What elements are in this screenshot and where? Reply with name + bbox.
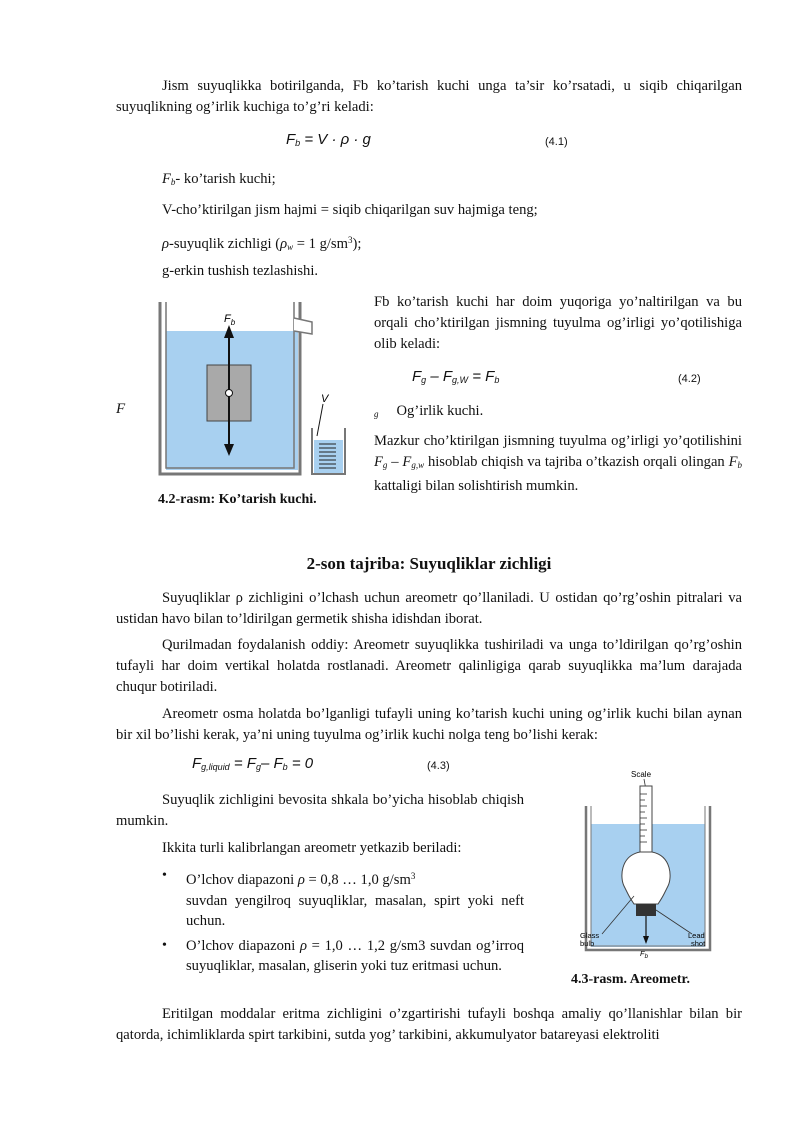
definition-fg: $_g$ Og’irlik kuchi. [374,403,484,419]
buoyancy-figure [152,298,352,480]
equation-4-2: $F_g - F_{g,W} = F_b$ [412,368,500,385]
label-fb: $F_b$ [224,313,236,327]
overflow-spout [294,318,312,334]
section-heading: 2-son tajriba: Suyuqliklar zichligi [306,554,552,573]
areometer-stem [640,786,652,854]
intro-paragraph: Jism suyuqlikka botirilganda, Fb ko’tarish kuchi unga ta’sir ko’rsatadi, u siqib chiqarilgan suyuqlikning og’irlik kuchiga to’g’ri keladi: [116,78,742,115]
section-paragraph-1: Suyuqliklar ρ zichligini o’lchash uchun areometr qo’llaniladi. U ostidan qo’rg’oshin pitralari va ustidan havo bilan to’ldirilgan germetik shisha idishdan iborat. [116,590,742,627]
equation-number-4-1: (4.1) [545,136,568,148]
section-paragraph-6: Eritilgan moddalar eritma zichligini o’zgartirishi tufayli boshqa amaliy qo’llanishlar bilan bir qatorda, ichimliklarda spirt tarkibini, sutda yog’ tarkibini, akkumulyator batareyasi elektroliti [116,1006,742,1043]
figure-caption-4-2: 4.2-rasm: Ko’tarish kuchi. [158,492,317,507]
bullet-dot-1: • [162,868,167,883]
equation-4-1: $F_b = V \cdot \rho \cdot g$ [286,131,371,148]
lead-shot [636,904,656,916]
glass-bulb [622,852,670,904]
label-v: V [321,393,329,405]
label-lead-shot: Lead shot [688,931,706,948]
section-paragraph-4: Suyuqlik zichligini bevosita shkala bo’yicha hisoblab chiqish mumkin. [116,792,524,829]
bullet-dot-2: • [162,938,167,953]
equation-number-4-2: (4.2) [678,373,701,385]
definition-fb: $F_b-$ ko’tarish kuchi; [162,171,276,187]
beaker-scale [319,444,336,468]
figure-caption-4-3: 4.3-rasm. Areometr. [571,972,690,987]
equation-number-4-3: (4.3) [427,760,450,772]
bullet-item-1-continuation: suvdan yengilroq suyuqliklar, masalan, spirt yoki neft uchun. [186,893,524,929]
side-paragraph: Fb ko’tarish kuchi har doim yuqoriga yo’naltirilgan va bu orqali cho’ktirilgan jismning tuyulma og’irligi yo’qotilishiga olib keladi: [374,294,742,352]
figure-label-f-left: F [116,401,126,417]
areometer-figure [576,768,716,968]
bullet-item-2: O’lchov diapazoni ρ = 1,0 … 1,2 g/sm3 suvdan og’irroq suyuqliklar, masalan, gliserin yoki tuz eritmasi uchun. [186,938,524,974]
label-scale: Scale [631,770,652,779]
label-glass-bulb: Glass bulb [580,931,600,948]
definition-v: V-cho’ktirilgan jism hajmi = siqib chiqarilgan suv hajmiga teng; [162,202,538,218]
equation-4-3: $F_{g,liquid} = F_g-$ $F_b = 0$ [192,755,314,772]
definition-rho: ρ-suyuqlik zichligi ($\rho_w = 1$ $g/sm^3$); [162,235,362,252]
section-paragraph-5: Ikkita turli kalibrlangan areometr yetkazib beriladi: [162,840,462,856]
label-fb-2: $F_b$ [640,949,648,960]
center-point [226,390,233,397]
section-paragraph-2: Qurilmadan foydalanish oddiy: Areometr suyuqlikka tushiriladi va unga to’ldirilgan qo’rg’oshin tufayli har doim vertikal holatda rostlanadi. Areometr qalinligiga qarab suyuqlikka ma’lum darajada chuqur botiriladi. [116,637,742,695]
definition-g: g-erkin tushish tezlashishi. [162,263,319,279]
bullet-item-1: O’lchov diapazoni ρ = 0,8 … 1,0 $g/sm^3$ [186,871,416,888]
section-paragraph-3: Areometr osma holatda bo’lganligi tufayli uning ko’tarish kuchi uning og’irlik kuchi bilan aynan bir xil bo’lishi kerak, ya’ni uning tuyulma og’irlik kuchi nolga teng bo’lishi kerak: [116,706,742,743]
side-paragraph-2: Mazkur cho’ktirilgan jismning tuyulma og’irligi yo’qotilishini $F_g - F_{g,w}$ hisoblab chiqish va tajriba o’tkazish orqali olingan $F_b$ kattaligi bilan solishtirish mumkin. [374,433,742,494]
